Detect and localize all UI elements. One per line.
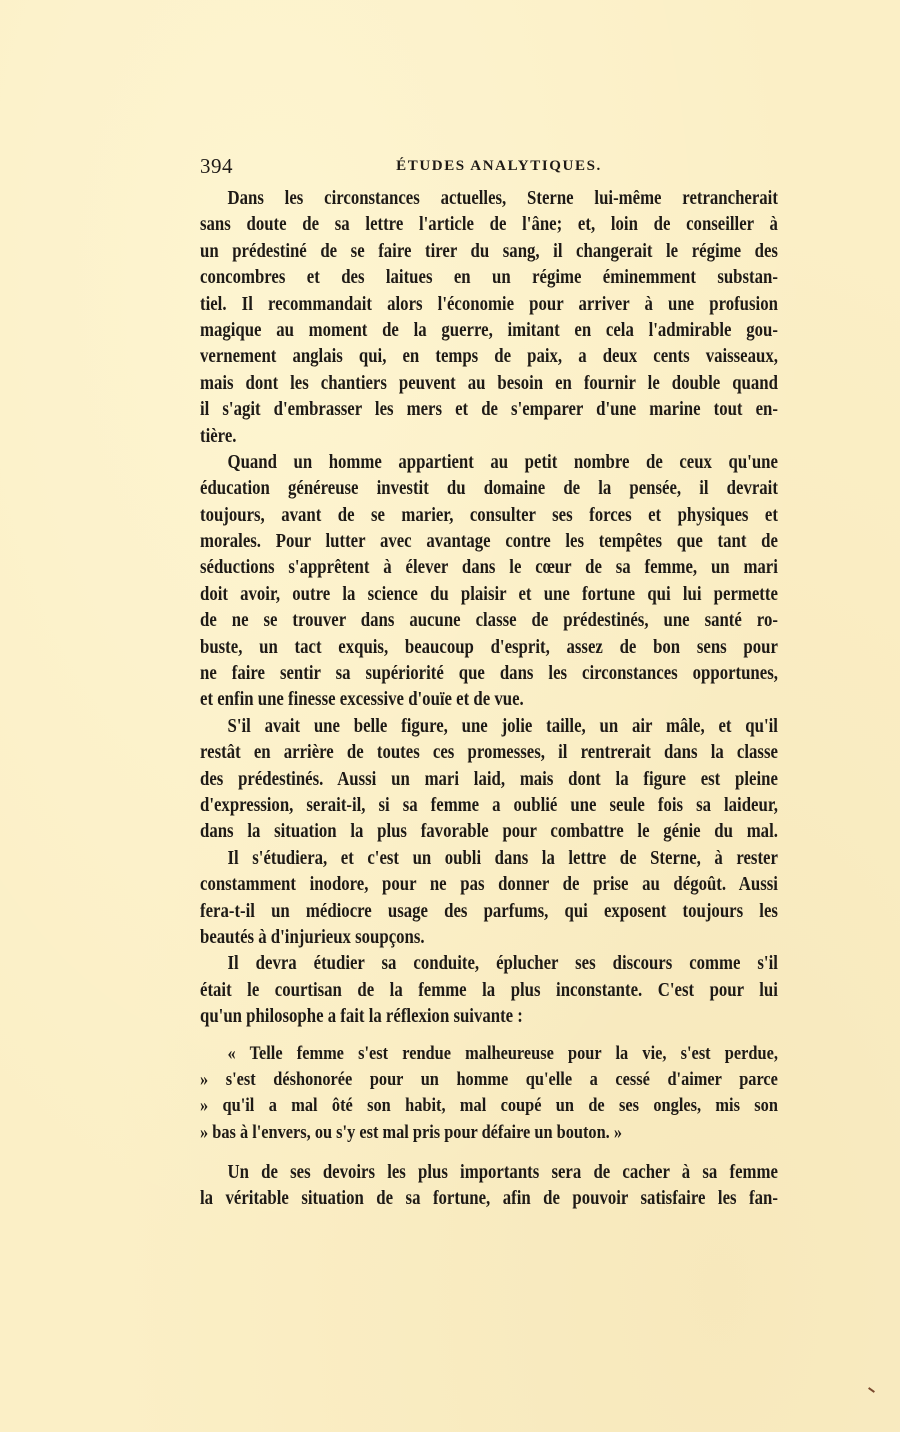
text-line: vernement anglais qui, en temps de paix, a deux cents vaisseaux, [200, 346, 778, 368]
paragraph [200, 846, 778, 952]
paragraph [200, 186, 778, 450]
text-line: de ne se trouver dans aucune classe de prédestinés, une santé ro- [200, 610, 778, 632]
text-line: séductions s'apprêtent à élever dans le cœur de sa femme, un mari [200, 557, 778, 579]
text-line: était le courtisan de la femme la plus inconstante. C'est pour lui [200, 979, 778, 1001]
text-line: Il s'étudiera, et c'est un oubli dans la lettre de Sterne, à rester [227, 847, 778, 869]
text-line: qu'un philosophe a fait la réflexion suivante : [200, 1006, 523, 1028]
text-line: et enfin une finesse excessive d'ouïe et de vue. [200, 689, 524, 711]
text-line: tière. [200, 425, 237, 447]
quote-line: » qu'il a mal ôté son habit, mal coupé un de ses ongles, mis son [200, 1095, 778, 1117]
paragraph [200, 450, 778, 714]
text-line: Dans les circonstances actuelles, Sterne lui-même retrancherait [227, 188, 778, 209]
text-line: il s'agit d'embrasser les mers et de s'emparer d'une marine tout en- [200, 399, 778, 421]
text-line: fera-t-il un médiocre usage des parfums, qui exposent toujours les [200, 900, 778, 922]
quote-line: » s'est déshonorée pour un homme qu'elle a cessé d'aimer parce [200, 1068, 778, 1090]
text-line: ne faire sentir sa supériorité que dans les circonstances opportunes, [200, 663, 778, 685]
text-line: Un de ses devoirs les plus importants sera de cacher à sa femme [227, 1162, 778, 1184]
running-title: ÉTUDES ANALYTIQUES. [396, 158, 602, 174]
text-line: concombres et des laitues en un régime éminemment substan- [200, 267, 778, 289]
text-line: toujours, avant de se marier, consulter ses forces et physiques et [200, 504, 778, 526]
quote-line: « Telle femme s'est rendue malheureuse pour la vie, s'est perdue, [227, 1042, 778, 1064]
text-line: Quand un homme appartient au petit nombre de ceux qu'une [227, 451, 778, 473]
text-line: restât en arrière de toutes ces promesses, il rentrerait dans la classe [200, 742, 778, 764]
text-line: buste, un tact exquis, beaucoup d'esprit, assez de bon sens pour [200, 636, 778, 658]
text-line: constamment inodore, pour ne pas donner de prise au dégoût. Aussi [200, 874, 778, 896]
text-line: dans la situation la plus favorable pour combattre le génie du mal. [200, 821, 778, 843]
paragraph [200, 714, 778, 846]
text-line: mais dont les chantiers peuvent au besoin en fournir le double quand [200, 372, 778, 394]
text-line: un prédestiné de se faire tirer du sang, il changerait le régime des [200, 240, 778, 262]
text-line: tiel. Il recommandait alors l'économie pour arriver à une profusion [200, 293, 778, 315]
text-line: morales. Pour lutter avec avantage contre les tempêtes que tant de [200, 531, 778, 553]
spacer [200, 1146, 778, 1160]
text-line: doit avoir, outre la science du plaisir et une fortune qui lui permette [200, 583, 778, 605]
text-line: S'il avait une belle figure, une jolie taille, un air mâle, et qu'il [227, 715, 778, 737]
text-line: Il devra étudier sa conduite, éplucher ses discours comme s'il [227, 953, 778, 975]
quote-line: » bas à l'envers, ou s'y est mal pris pour défaire un bouton. » [200, 1121, 623, 1143]
text-line: sans doute de sa lettre l'article de l'âne; et, loin de conseiller à [200, 214, 778, 236]
paragraph [200, 1160, 778, 1213]
text-line: éducation généreuse investit du domaine de la pensée, il devrait [200, 478, 778, 500]
text-line: beautés à d'injurieux soupçons. [200, 926, 425, 948]
block-quote [200, 1041, 778, 1147]
text-line: d'expression, serait-il, si sa femme a oublié une seule fois sa laideur, [200, 794, 778, 816]
page-number: 394 [200, 154, 233, 178]
paragraph [200, 951, 778, 1030]
text-line: magique au moment de la guerre, imitant en cela l'admirable gou- [200, 319, 778, 341]
paper-speck [868, 1387, 875, 1393]
text-line: la véritable situation de sa fortune, afin de pouvoir satisfaire les fan- [200, 1188, 778, 1210]
text-line: des prédestinés. Aussi un mari laid, mais dont la figure est pleine [200, 768, 778, 790]
page-header [200, 154, 778, 180]
body-text [200, 186, 778, 1213]
